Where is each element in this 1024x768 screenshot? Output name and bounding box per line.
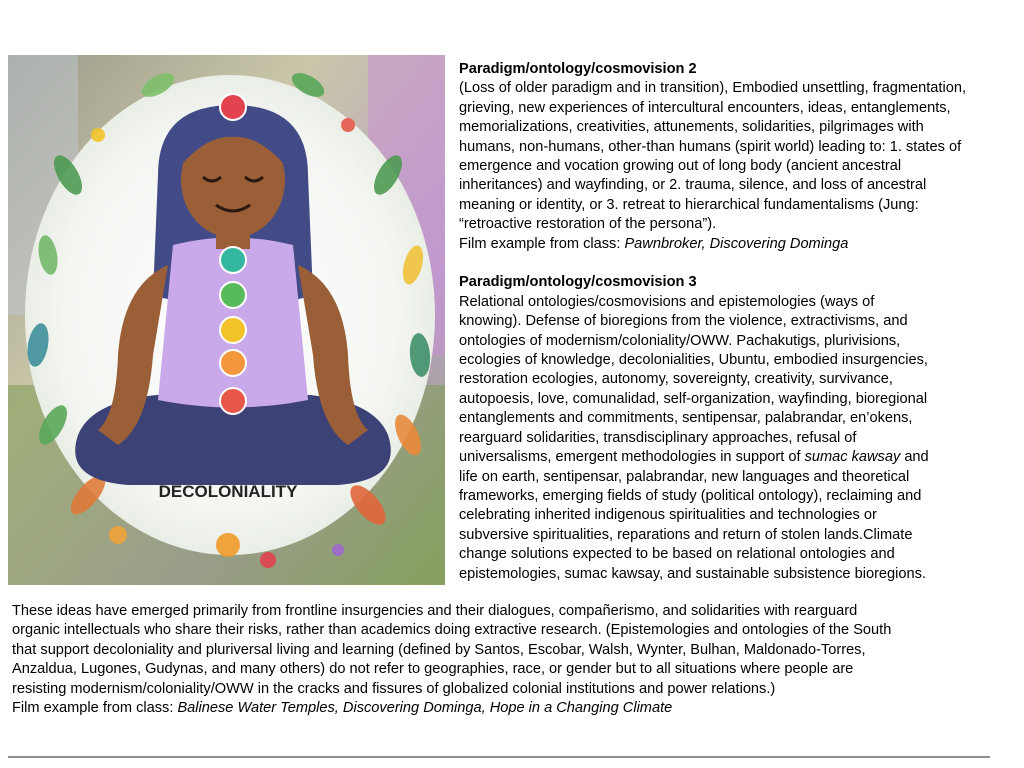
section-2-line: emergence and vocation growing out of long body (ancient ancestral <box>459 158 902 175</box>
section-2-line: meaning or identity, or 3. retreat to hierarchical fundamentalisms (Jung: <box>459 196 919 213</box>
section-3-line: change solutions expected to be based on relational ontologies and <box>459 546 895 563</box>
chakra-6-icon <box>220 388 246 414</box>
section-3-body-a <box>459 293 1021 448</box>
bottom-body <box>12 602 1012 699</box>
section-3-body-b <box>459 468 1021 584</box>
section-2-body <box>459 79 1021 234</box>
section-2-line: (Loss of older paradigm and in transition), Embodied unsettling, fragmentation, <box>459 80 967 97</box>
section-3-line: life on earth, sentipensar, palabrandar, new languages and theoretical <box>459 468 910 485</box>
chakra-3-icon <box>220 282 246 308</box>
section-2-line: inheritances) and wayfinding, or 2. trauma, silence, and loss of ancestral <box>459 177 927 194</box>
section-3-line: epistemologies, sumac kawsay, and sustainable subsistence bioregions. <box>459 565 926 582</box>
footer-divider <box>8 756 990 758</box>
bottom-paragraph <box>12 602 1012 718</box>
section-3-line: rearguard solidarities, transdisciplinary approaches, refusal of <box>459 429 857 446</box>
section-3-line: entanglements and commitments, sentipensar, palabrandar, en’okens, <box>459 410 913 427</box>
section-2-line: grieving, new experiences of intercultural encounters, ideas, entanglements, <box>459 99 951 116</box>
bottom-line: that support decoloniality and pluriversal living and learning (defined by Santos, Escobar, Walsh, Wynter, Bulhan, Maldonado-Torres, <box>12 641 866 658</box>
bottom-line: Anzaldua, Lugones, Gudynas, and many others) do not refer to geographies, race, or gender but to all situations where people are <box>12 661 854 678</box>
bottom-line: organic intellectuals who share their risks, rather than academics doing extractive research. (Epistemologies and ontologies of the South <box>12 622 892 639</box>
section-3-heading: Paradigm/ontology/cosmovision 3 <box>459 274 697 291</box>
section-3-line: restoration ecologies, autonomy, sovereignty, creativity, survivance, <box>459 371 893 388</box>
bottom-film-example: Film example from class: Balinese Water Temples, Discovering Dominga, Hope in a Changing Climate <box>12 700 673 717</box>
section-2-line: “retroactive restoration of the persona”). <box>459 216 717 233</box>
chakra-1-icon <box>220 94 246 120</box>
chakra-2-icon <box>220 247 246 273</box>
section-3-line: celebrating inherited indigenous spiritualities and technologies or <box>459 507 877 524</box>
section-3-italic-line: universalisms, emergent methodologies in support of sumac kawsay and <box>459 449 929 466</box>
section-3-line: knowing). Defense of bioregions from the violence, extractivisms, and <box>459 313 908 330</box>
section-3-line: subversive spiritualities, reparations and return of stolen lands.Climate <box>459 526 913 543</box>
bottom-line: resisting modernism/coloniality/OWW in the cracks and fissures of globalized colonial institutions and power relations.) <box>12 680 776 697</box>
text-column <box>459 60 1021 584</box>
section-3-line: autopoesis, love, comunalidad, self-organization, wayfinding, bioregional <box>459 390 928 407</box>
section-2-film-titles: Pawnbroker, Discovering Dominga <box>624 235 849 252</box>
section-3-line: ecologies of knowledge, decolonialities, Ubuntu, embodied insurgencies, <box>459 352 928 369</box>
section-3-line: Relational ontologies/cosmovisions and epistemologies (ways of <box>459 293 875 310</box>
section-2-line: humans, non-humans, other-than humans (spirit world) leading to: 1. states of <box>459 138 962 155</box>
decoloniality-label: DECOLONIALITY <box>158 482 298 501</box>
section-2-heading: Paradigm/ontology/cosmovision 2 <box>459 61 697 77</box>
chakra-4-icon <box>220 317 246 343</box>
section-2-film-example: Film example from class: Pawnbroker, Discovering Dominga <box>459 235 849 252</box>
section-3-line: frameworks, emerging fields of study (political ontology), reclaiming and <box>459 487 922 504</box>
sumac-kawsay-term: sumac kawsay <box>804 449 901 466</box>
bottom-line: These ideas have emerged primarily from frontline insurgencies and their dialogues, compañerismo, and solidarities with rearguard <box>12 603 858 619</box>
bottom-film-titles: Balinese Water Temples, Discovering Dominga, Hope in a Changing Climate <box>177 700 673 717</box>
section-2-line: memorializations, creativities, attunements, solidarities, pilgrimages with <box>459 119 924 136</box>
chakra-5-icon <box>220 350 246 376</box>
decoloniality-illustration <box>8 55 445 585</box>
meditation-figure-image <box>8 55 445 585</box>
section-3-line: ontologies of modernism/coloniality/OWW. Pachakutigs, plurivisions, <box>459 332 901 349</box>
